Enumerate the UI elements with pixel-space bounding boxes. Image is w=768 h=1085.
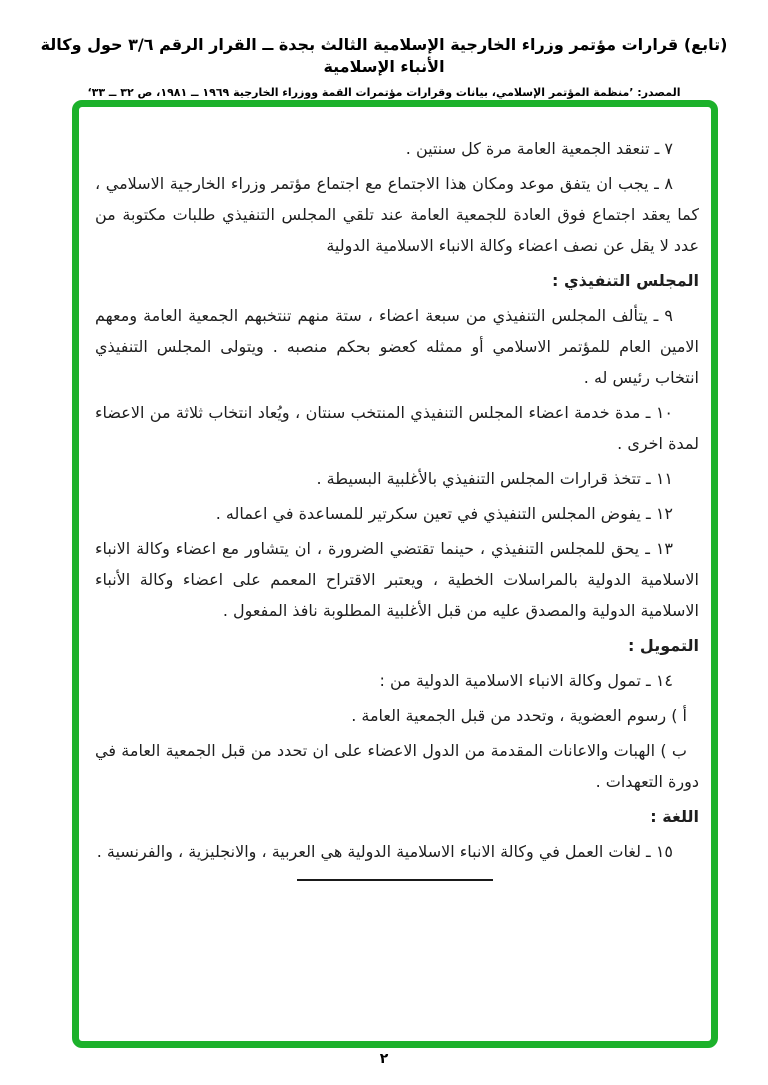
paragraph: ٧ ـ تنعقد الجمعية العامة مرة كل سنتين . (405, 139, 673, 158)
end-divider-rule (297, 879, 493, 881)
section-heading: المجلس التنفيذي : (552, 271, 699, 290)
page-number: ٢ (379, 1051, 389, 1067)
page-header (0, 34, 768, 99)
paragraph: ١٠ ـ مدة خدمة اعضاء المجلس التنفيذي المنتخب سنتان ، ويُعاد انتخاب ثلاثة من الاعضاء لمدة اخرى . (95, 403, 699, 453)
paragraph: ١٣ ـ يحق للمجلس التنفيذي ، حينما تقتضي الضرورة ، ان يتشاور مع اعضاء وكالة الانباء الاسلامية الدولية بالمراسلات الخطية ، ويعتبر الاقتراح المعمم على اعضاء وكالة الأنباء الاسلامية الدولية والمصدق عليه من قبل الأغلبية المطلوبة نافذ المفعول . (95, 539, 699, 620)
document-body (79, 107, 711, 867)
paragraph: ١٥ ـ لغات العمل في وكالة الانباء الاسلامية الدولية هي العربية ، والانجليزية ، والفرنسية . (96, 842, 673, 861)
section-heading: اللغة : (650, 807, 699, 826)
paragraph: ب ) الهبات والاعانات المقدمة من الدول الاعضاء على ان تحدد من قبل الجمعية العامة في دورة التعهدات . (95, 741, 699, 791)
paragraph: ٨ ـ يجب ان يتفق موعد ومكان هذا الاجتماع مع اجتماع مؤتمر وزراء الخارجية الاسلامي ، كما يعقد اجتماع فوق العادة للجمعية العامة عند تلقي المجلس التنفيذي طلبات مكتوبة من عدد لا يقل عن نصف اعضاء وكالة الانباء الاسلامية الدولية (95, 174, 699, 255)
section-heading: التمويل : (627, 636, 699, 655)
paragraph: أ ) رسوم العضوية ، وتحدد من قبل الجمعية العامة . (351, 706, 687, 725)
source-line: المصدر: ’منظمة المؤتمر الإسلامي، بيانات وقرارات مؤتمرات القمة ووزراء الخارجية ١٩٦٩ ــ ١٩٨١، ص ٣٢ ــ ٣٣‘ (87, 86, 681, 99)
document-title: (تابع) قرارات مؤتمر وزراء الخارجية الإسلامية الثالث بجدة ــ القرار الرقم ٣/٦ حول وكالة الأنباء الإسلامية (40, 35, 728, 76)
green-border-frame (72, 100, 718, 1048)
paragraph: ١٢ ـ يفوض المجلس التنفيذي في تعين سكرتير للمساعدة في اعماله . (215, 504, 673, 523)
paragraph: ٩ ـ يتألف المجلس التنفيذي من سبعة اعضاء ، ستة منهم تنتخبهم الجمعية العامة ومعهم الامين العام للمؤتمر الاسلامي أو ممثله كعضو بحكم منصبه . ويتولى المجلس التنفيذي انتخاب رئيس له . (95, 306, 699, 387)
paragraph: ١١ ـ تتخذ قرارات المجلس التنفيذي بالأغلبية البسيطة . (316, 469, 673, 488)
paragraph: ١٤ ـ تمول وكالة الانباء الاسلامية الدولية من : (379, 671, 673, 690)
